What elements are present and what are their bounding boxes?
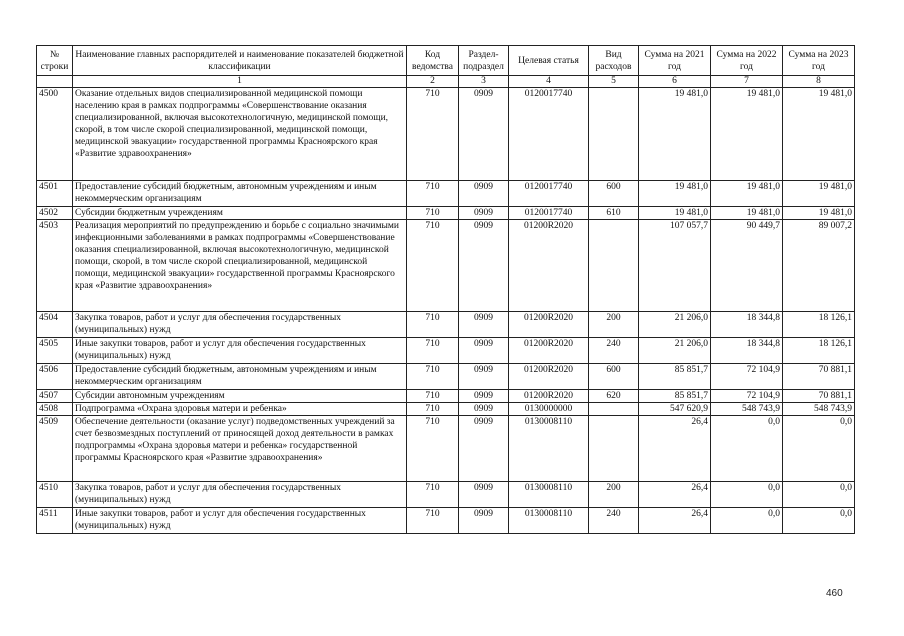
cell-2023: 19 481,0 xyxy=(783,88,855,181)
cell-row-num: 4501 xyxy=(37,181,73,207)
cell-2022: 19 481,0 xyxy=(711,88,783,181)
cell-2021: 21 206,0 xyxy=(639,338,711,364)
table-row xyxy=(37,312,855,338)
cell-2023: 70 881,1 xyxy=(783,364,855,390)
cell-row-num: 4508 xyxy=(37,403,73,416)
cell-target: 0130000000 xyxy=(509,403,589,416)
cell-2022: 0,0 xyxy=(711,416,783,482)
cell-2021: 19 481,0 xyxy=(639,181,711,207)
cell-2023: 0,0 xyxy=(783,508,855,534)
cell-target: 01200R2020 xyxy=(509,338,589,364)
cell-row-num: 4510 xyxy=(37,482,73,508)
table-row xyxy=(37,508,855,534)
column-number-cell: 1 xyxy=(73,76,407,88)
cell-name: Предоставление субсидий бюджетным, автономным учреждениям и иным некоммерческим организациям xyxy=(73,364,407,390)
cell-target: 0120017740 xyxy=(509,88,589,181)
cell-section: 0909 xyxy=(459,390,509,403)
cell-section: 0909 xyxy=(459,364,509,390)
col-header-section: Раздел-подраздел xyxy=(459,46,509,76)
cell-row-num: 4502 xyxy=(37,207,73,220)
cell-2021: 19 481,0 xyxy=(639,88,711,181)
cell-kind: 240 xyxy=(589,508,639,534)
cell-section: 0909 xyxy=(459,312,509,338)
cell-2021: 26,4 xyxy=(639,482,711,508)
cell-2022: 19 481,0 xyxy=(711,207,783,220)
table-row xyxy=(37,390,855,403)
col-header-dept: Код ведомства xyxy=(407,46,459,76)
cell-dept: 710 xyxy=(407,88,459,181)
cell-name: Субсидии автономным учреждениям xyxy=(73,390,407,403)
cell-name: Закупка товаров, работ и услуг для обеспечения государственных (муниципальных) нужд xyxy=(73,482,407,508)
header-row xyxy=(37,46,855,76)
cell-2023: 0,0 xyxy=(783,482,855,508)
table-row xyxy=(37,181,855,207)
cell-kind xyxy=(589,88,639,181)
cell-2021: 85 851,7 xyxy=(639,390,711,403)
cell-2023: 19 481,0 xyxy=(783,181,855,207)
cell-2021: 21 206,0 xyxy=(639,312,711,338)
cell-dept: 710 xyxy=(407,312,459,338)
cell-2023: 70 881,1 xyxy=(783,390,855,403)
cell-dept: 710 xyxy=(407,207,459,220)
budget-table xyxy=(36,45,855,534)
cell-2022: 0,0 xyxy=(711,482,783,508)
cell-section: 0909 xyxy=(459,508,509,534)
cell-target: 01200R2020 xyxy=(509,364,589,390)
cell-target: 0120017740 xyxy=(509,207,589,220)
cell-section: 0909 xyxy=(459,207,509,220)
col-header-2021: Сумма на 2021 год xyxy=(639,46,711,76)
table-row xyxy=(37,88,855,181)
col-header-kind: Вид расходов xyxy=(589,46,639,76)
budget-table-sheet xyxy=(36,45,854,534)
cell-2022: 18 344,8 xyxy=(711,338,783,364)
cell-kind xyxy=(589,403,639,416)
cell-2021: 26,4 xyxy=(639,508,711,534)
cell-section: 0909 xyxy=(459,403,509,416)
table-row xyxy=(37,207,855,220)
col-header-row-num: № строки xyxy=(37,46,73,76)
cell-dept: 710 xyxy=(407,364,459,390)
cell-name: Иные закупки товаров, работ и услуг для обеспечения государственных (муниципальных) нужд xyxy=(73,508,407,534)
cell-kind: 610 xyxy=(589,207,639,220)
cell-kind: 240 xyxy=(589,338,639,364)
page-number: 460 xyxy=(826,588,843,599)
table-row xyxy=(37,338,855,364)
table-row xyxy=(37,482,855,508)
cell-kind: 600 xyxy=(589,181,639,207)
cell-2023: 19 481,0 xyxy=(783,207,855,220)
cell-kind: 600 xyxy=(589,364,639,390)
cell-2023: 0,0 xyxy=(783,416,855,482)
table-row xyxy=(37,220,855,312)
cell-dept: 710 xyxy=(407,403,459,416)
cell-2021: 85 851,7 xyxy=(639,364,711,390)
cell-name: Закупка товаров, работ и услуг для обеспечения государственных (муниципальных) нужд xyxy=(73,312,407,338)
cell-kind xyxy=(589,220,639,312)
cell-name: Субсидии бюджетным учреждениям xyxy=(73,207,407,220)
cell-2022: 90 449,7 xyxy=(711,220,783,312)
cell-2023: 18 126,1 xyxy=(783,312,855,338)
cell-section: 0909 xyxy=(459,482,509,508)
column-number-cell: 5 xyxy=(589,76,639,88)
cell-2021: 547 620,9 xyxy=(639,403,711,416)
cell-2023: 89 007,2 xyxy=(783,220,855,312)
table-row xyxy=(37,416,855,482)
cell-dept: 710 xyxy=(407,181,459,207)
cell-dept: 710 xyxy=(407,416,459,482)
cell-name: Обеспечение деятельности (оказание услуг) подведомственных учреждений за счет безвозмездных поступлений от приносящей доход деятельности в рамках подпрограммы «Охрана здоровья матери и ребенка» государственной программы Красноярского края «Развитие здравоохранения» xyxy=(73,416,407,482)
cell-name: Подпрограмма «Охрана здоровья матери и ребенка» xyxy=(73,403,407,416)
cell-kind: 200 xyxy=(589,482,639,508)
cell-target: 01200R2020 xyxy=(509,312,589,338)
column-number-cell: 2 xyxy=(407,76,459,88)
cell-2023: 548 743,9 xyxy=(783,403,855,416)
column-number-cell: 4 xyxy=(509,76,589,88)
cell-row-num: 4511 xyxy=(37,508,73,534)
cell-dept: 710 xyxy=(407,482,459,508)
cell-2022: 18 344,8 xyxy=(711,312,783,338)
cell-kind: 200 xyxy=(589,312,639,338)
cell-section: 0909 xyxy=(459,338,509,364)
cell-name: Оказание отдельных видов специализированной медицинской помощи населению края в рамках подпрограммы «Совершенствование оказания специализированной, включая высокотехнологичную, медицинской помощи, скорой, в том числе скорой специализированной, медицинской помощи, медицинской эвакуации» государственной программы Красноярского края «Развитие здравоохранения» xyxy=(73,88,407,181)
cell-row-num: 4503 xyxy=(37,220,73,312)
col-header-target: Целевая статья xyxy=(509,46,589,76)
col-header-name: Наименование главных распорядителей и наименование показателей бюджетной классификации xyxy=(73,46,407,76)
cell-dept: 710 xyxy=(407,338,459,364)
cell-section: 0909 xyxy=(459,181,509,207)
cell-target: 0130008110 xyxy=(509,416,589,482)
cell-target: 01200R2020 xyxy=(509,220,589,312)
cell-row-num: 4506 xyxy=(37,364,73,390)
cell-row-num: 4504 xyxy=(37,312,73,338)
column-number-cell: 6 xyxy=(639,76,711,88)
cell-row-num: 4507 xyxy=(37,390,73,403)
cell-dept: 710 xyxy=(407,390,459,403)
column-number-cell: 3 xyxy=(459,76,509,88)
col-header-2023: Сумма на 2023 год xyxy=(783,46,855,76)
cell-2022: 72 104,9 xyxy=(711,390,783,403)
cell-name: Иные закупки товаров, работ и услуг для обеспечения государственных (муниципальных) нужд xyxy=(73,338,407,364)
cell-2023: 18 126,1 xyxy=(783,338,855,364)
cell-dept: 710 xyxy=(407,220,459,312)
cell-target: 0120017740 xyxy=(509,181,589,207)
column-number-cell: 8 xyxy=(783,76,855,88)
cell-2022: 72 104,9 xyxy=(711,364,783,390)
cell-target: 0130008110 xyxy=(509,482,589,508)
cell-section: 0909 xyxy=(459,220,509,312)
cell-2022: 19 481,0 xyxy=(711,181,783,207)
cell-dept: 710 xyxy=(407,508,459,534)
cell-2022: 548 743,9 xyxy=(711,403,783,416)
cell-row-num: 4500 xyxy=(37,88,73,181)
cell-kind: 620 xyxy=(589,390,639,403)
cell-2021: 107 057,7 xyxy=(639,220,711,312)
cell-2021: 19 481,0 xyxy=(639,207,711,220)
table-row xyxy=(37,403,855,416)
col-header-2022: Сумма на 2022 год xyxy=(711,46,783,76)
column-number-cell: 7 xyxy=(711,76,783,88)
cell-target: 01200R2020 xyxy=(509,390,589,403)
cell-2021: 26,4 xyxy=(639,416,711,482)
cell-name: Предоставление субсидий бюджетным, автономным учреждениям и иным некоммерческим организациям xyxy=(73,181,407,207)
cell-row-num: 4509 xyxy=(37,416,73,482)
table-row xyxy=(37,364,855,390)
column-number-row xyxy=(37,76,855,88)
cell-kind xyxy=(589,416,639,482)
column-number-cell xyxy=(37,76,73,88)
cell-target: 0130008110 xyxy=(509,508,589,534)
cell-name: Реализация мероприятий по предупреждению и борьбе с социально значимыми инфекционными заболеваниями в рамках подпрограммы «Совершенствование оказания специализированной, включая высокотехнологичную, медицинской помощи, скорой, в том числе скорой специализированной, медицинской помощи, медицинской эвакуации» государственной программы Красноярского края «Развитие здравоохранения» xyxy=(73,220,407,312)
cell-section: 0909 xyxy=(459,88,509,181)
cell-2022: 0,0 xyxy=(711,508,783,534)
cell-row-num: 4505 xyxy=(37,338,73,364)
cell-section: 0909 xyxy=(459,416,509,482)
